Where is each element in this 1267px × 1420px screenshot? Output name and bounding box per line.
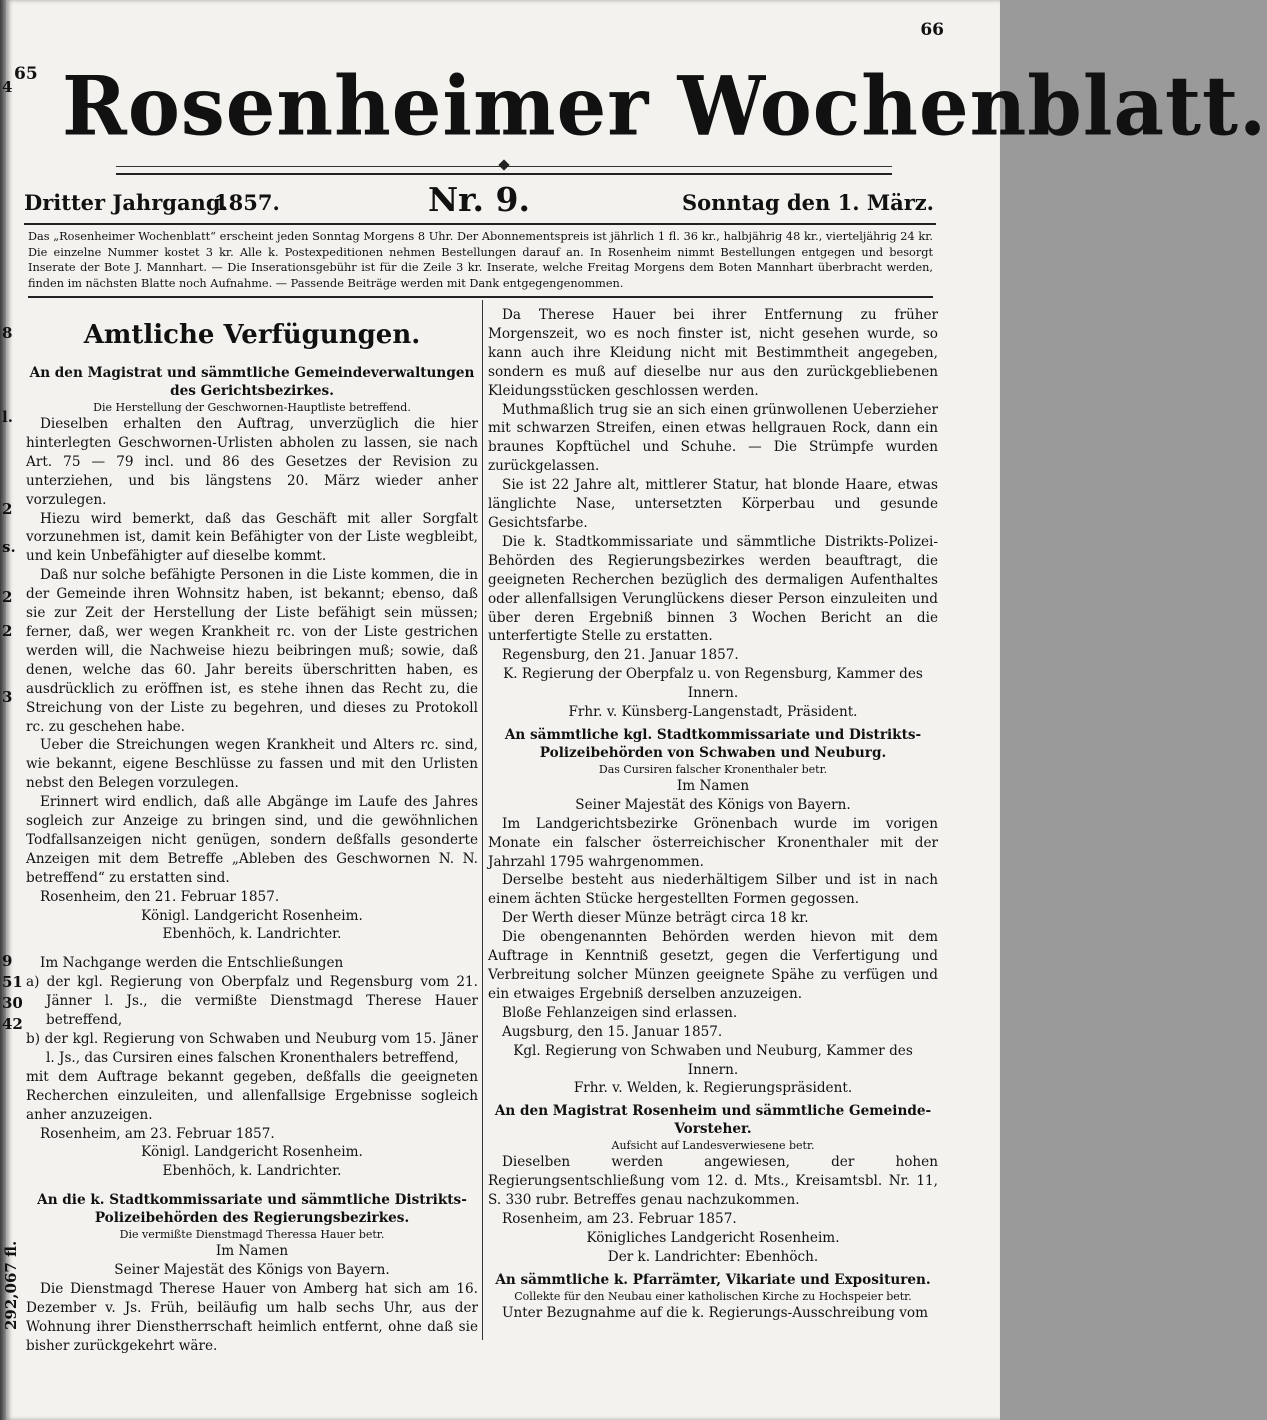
im-namen: Im Namen [215,1243,289,1260]
paragraph: Dieselben werden angewiesen, der hohen Regierungsentschließung vom 12. d. Mts., Kreisamtsbl. Nr. 11, S. 330 rubr. Betreffes genau nachzukommen. [488,1154,938,1209]
notice-subject: Collekte für den Neubau einer katholischen Kirche zu Hochspeier betr. [514,1289,912,1303]
paragraph: mit dem Auftrage bekannt gegeben, deßfalls die geeigneten Recherchen einzuleiten, und allenfallsige Ergebnisse sogleich anher anzuzeigen. [26,1068,478,1123]
authority: Königl. Landgericht Rosenheim. [141,907,363,924]
paragraph: Unter Bezugnahme auf die k. Regierungs-Ausschreibung vom [502,1304,928,1321]
notice-subject: Die vermißte Dienstmagd Theressa Hauer betr. [119,1228,385,1242]
page-number-right: 66 [920,20,944,40]
notice-heading: An sämmtliche kgl. Stadtkommissariate und Distrikts-Polizeibehörden von Schwaben und Neuburg. [504,726,922,761]
place-date: Rosenheim, am 23. Februar 1857. [502,1211,737,1228]
signer: Frhr. v. Welden, k. Regierungspräsident. [573,1080,853,1097]
place-date: Augsburg, den 15. Januar 1857. [502,1023,723,1040]
signer: Der k. Landrichter: Ebenhöch. [607,1248,819,1265]
notice-subject: Die Herstellung der Geschwornen-Hauptliste betreffend. [93,401,411,414]
issue-number: Nr. 9. [428,180,530,219]
im-namen: Im Namen [676,777,750,794]
subscription-notice: Das „Rosenheimer Wochenblatt“ erscheint jeden Sonntag Morgens 8 Uhr. Der Abonnementspreis ist jährlich 1 fl. 36 kr., halbjährig 48 kr., vierteljährig 24 kr. Die einzelne Nummer kostet 3 kr. Alle k. Postexpeditionen nehmen Bestellungen darauf an. In Rosenheim nimmt Bestellungen entgegen und besorgt Inserate der Bote J. Mannhart. — Die Inserationsgebühr ist für die Zeile 3 kr. Inserate, welche Freitag Morgens dem Boten Mannhart überbracht werden, finden im nächsten Blatte noch Aufnahme. — Passende Beiträge werden mit Dank entgegengenommen. [28,230,933,290]
masthead-title: Rosenheimer Wochenblatt. [62,58,1267,155]
notice-subject: Aufsicht auf Landesverwiesene betr. [611,1139,815,1153]
list-item: b) der kgl. Regierung von Schwaben und Neuburg vom 15. Jäner l. Js., das Cursiren eines falschen Kronenthalers betreffend, [26,1031,478,1066]
paragraph: Erinnert wird endlich, daß alle Abgänge im Laufe des Jahres sogleich zur Anzeige zu bringen sind, und die gewöhnlichen Todfallsanzeigen nicht genügen, sondern deßfalls gesonderte Anzeigen mit dem Betreffe „Ableben des Geschwornen N. N. betreffend“ zu erstatten sind. [26,794,478,886]
paragraph: Bloße Fehlanzeigen sind erlassen. [502,1004,738,1021]
paragraph: Im Landgerichtsbezirke Grönenbach wurde im vorigen Monate ein falscher österreichischer Kronenthaler mit der Jahrzahl 1795 wahrgenommen. [488,815,938,870]
majesty-line: Seiner Majestät des Königs von Bayern. [575,796,851,813]
margin-marker: 2 [2,622,13,640]
section-title: Amtliche Verfügungen. [83,320,421,350]
margin-marker: 30 [2,994,23,1012]
issue-line [24,180,934,220]
paragraph: Derselbe besteht aus niederhältigem Silber und ist in nach einem ächten Stücke hergestellten Formen gegossen. [488,872,938,908]
masthead-rule [116,166,892,175]
margin-marker: 9 [2,952,13,970]
place-date: Regensburg, den 21. Januar 1857. [502,647,739,664]
signer: Ebenhöch, k. Landrichter. [162,1163,342,1180]
margin-marker: 3 [2,688,13,706]
issue-rule [24,223,936,225]
paragraph: Daß nur solche befähigte Personen in die Liste kommen, die in der Gemeinde ihren Wohnsitz haben, ist bekannt; ebenso, daß sie zur Zeit der Herstellung der Liste befähigt sein müssen; ferner, daß, wer wegen Krankheit rc. von der Liste gestrichen werden will, die Nachweise hiezu beibringen muß; sowie, daß denen, welche das 60. Jahr bereits überschritten haben, es ausdrücklich zu eröffnen ist, es stehe ihnen das Recht zu, die Streichung von der Liste zu begehren, und dieses zu Protokoll rc. zu geschehen habe. [26,567,478,735]
authority: Königl. Landgericht Rosenheim. [141,1144,363,1161]
left-column [26,306,478,1356]
spacer [26,1181,478,1191]
notice-heading: An sämmtliche k. Pfarrämter, Vikariate und Exposituren. [495,1271,931,1288]
notice-heading: An die k. Stadtkommissariate und sämmtliche Distrikts-Polizeibehörden des Regierungsbezirkes. [37,1192,467,1227]
paragraph: Im Nachgange werden die Entschließungen [40,955,344,972]
margin-marker: l. [2,408,13,426]
margin-marker: s. [2,538,16,556]
margin-marker: 4 [2,78,13,96]
paragraph: Hiezu wird bemerkt, daß das Geschäft mit aller Sorgfalt vorzunehmen ist, damit kein Befähigter von der Liste wegbleibt, und kein Unbefähigter auf dieselbe kommt. [26,510,478,565]
notice-subject: Das Cursiren falscher Kronenthaler betr. [598,762,828,776]
notice-heading: An den Magistrat und sämmtliche Gemeindeverwaltungen des Gerichtsbezirkes. [29,365,475,399]
column-divider [482,300,483,1340]
paragraph: Muthmaßlich trug sie an sich einen grünwollenen Ueberzieher mit schwarzen Streifen, einen etwas hellgrauen Rock, dann ein braunes Kopftüchel und Schuhe. — Die Strümpfe wurden zurückgelassen. [488,401,938,475]
header-rule [28,296,933,298]
issue-year: 1857. [214,190,280,215]
margin-marker: 2 [2,588,13,606]
authority: Königliches Landgericht Rosenheim. [586,1229,840,1246]
signer: Frhr. v. Künsberg-Langenstadt, Präsident. [568,704,858,721]
notice-heading: An den Magistrat Rosenheim und sämmtliche Gemeinde-Vorsteher. [494,1103,932,1138]
paragraph: Die obengenannten Behörden werden hievon mit dem Auftrage in Kenntniß gesetzt, gegen die Verfertigung und Verbreitung solcher Münzen geeignete Spähe zu verfügen und ein etwaiges Ergebniß derselben anzuzeigen. [488,929,938,1002]
paragraph: Die Dienstmagd Therese Hauer von Amberg hat sich am 16. Dezember v. Js. Früh, beiläufig um halb sechs Uhr, aus der Wohnung ihrer Dienstherrschaft heimlich entfernt, ohne daß sie bisher zurückgekehrt wäre. [26,1281,478,1354]
paragraph: Die k. Stadtkommissariate und sämmtliche Distrikts-Polizei-Behörden des Regierungsbezirkes werden beauftragt, die geeigneten Recherchen bezüglich des dermaligen Aufenthaltes oder allenfallsigen Verunglückens dieser Person einzuleiten und über deren Ergebniß binnen 3 Wochen Bericht an die unterfertigte Stelle zu erstatten. [488,533,938,645]
place-date: Rosenheim, den 21. Februar 1857. [40,888,280,905]
paragraph: Dieselben erhalten den Auftrag, unverzüglich die hier hinterlegten Geschwornen-Urlisten abholen zu lassen, sie nach Art. 75 — 79 incl. und 86 des Gesetzes der Revision zu unterziehen, und bis längstens 20. März wieder anher vorzulegen. [26,416,478,508]
issue-date: Sonntag den 1. März. [681,190,934,215]
majesty-line: Seiner Majestät des Königs von Bayern. [114,1262,390,1279]
paragraph: Der Werth dieser Münze beträgt circa 18 kr. [502,910,809,927]
newspaper-page [2,0,1267,1420]
margin-marker: 8 [2,324,13,342]
margin-marker: 2 [2,500,13,518]
margin-side-text: 292,067 fl. [2,1240,20,1330]
paragraph: Da Therese Hauer bei ihrer Entfernung zu früher Morgenszeit, wo es noch finster ist, nicht gesehen wurde, so kann auch ihre Kleidung nicht mit Bestimmtheit angegeben, sondern es muß auf dieselbe nur aus den zurückgebliebenen Kleidungsstücken geschlossen werden. [488,307,938,399]
issue-volume: Dritter Jahrgang. [24,190,228,215]
place-date: Rosenheim, am 23. Februar 1857. [40,1125,275,1142]
spacer [26,944,478,954]
paragraph: Sie ist 22 Jahre alt, mittlerer Statur, hat blonde Haare, etwas länglichte Nase, untersetzten Körperbau und gesunde Gesichtsfarbe. [488,477,938,531]
right-column [488,306,938,1323]
list-item: a) der kgl. Regierung von Oberpfalz und Regensburg vom 21. Jänner l. Js., die vermißte Dienstmagd Therese Hauer betreffend, [26,974,478,1029]
paragraph: Ueber die Streichungen wegen Krankheit und Alters rc. sind, wie bekannt, eigene Beschlüsse zu fassen und mit den Urlisten nebst den Belegen vorzulegen. [26,737,478,792]
signer: Ebenhöch, k. Landrichter. [162,926,342,943]
margin-marker: 42 [2,1015,23,1033]
authority: K. Regierung der Oberpfalz u. von Regensburg, Kammer des Innern. [503,666,923,702]
margin-marker: 51 [2,973,23,991]
authority: Kgl. Regierung von Schwaben und Neuburg, Kammer des Innern. [513,1042,913,1078]
page-number-left: 65 [14,64,38,84]
